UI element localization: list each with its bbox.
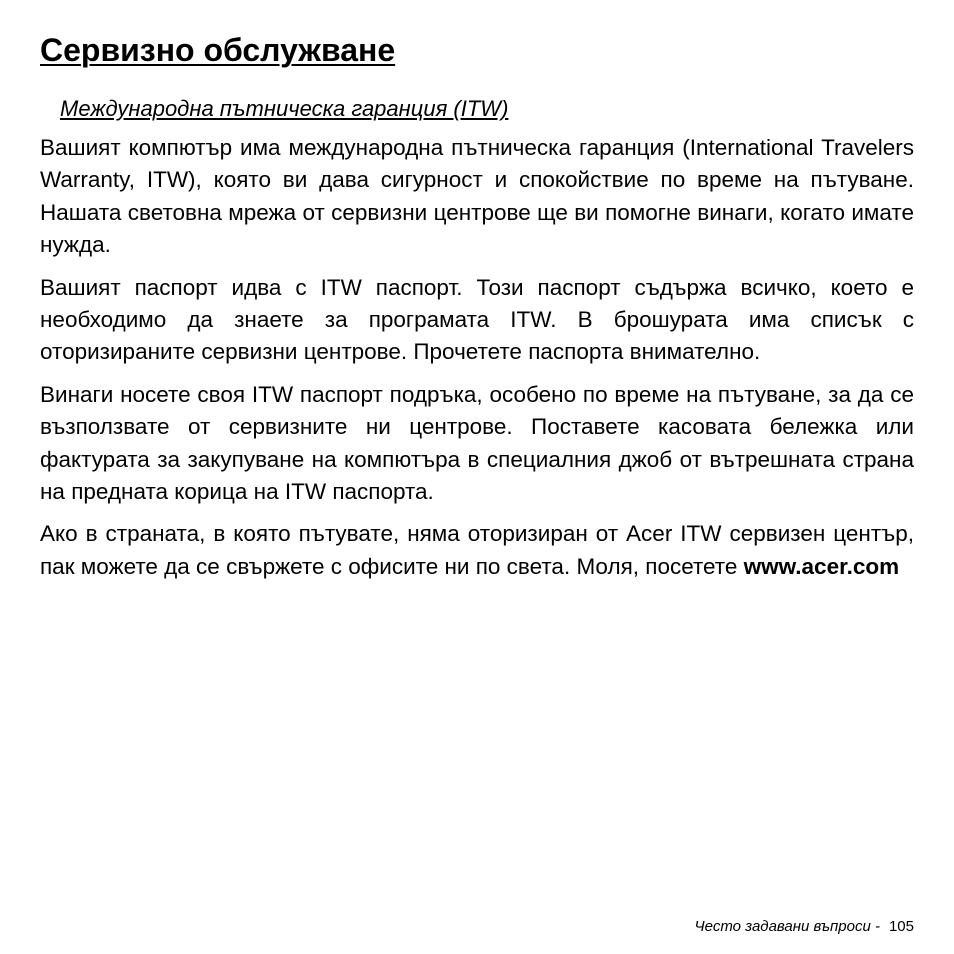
paragraph-itw-contact [40, 518, 914, 583]
page-footer [695, 917, 914, 937]
footer-section-name: Често задавани въпроси - [694, 918, 880, 935]
paragraph-itw-contact-text: Ако в страната, в която пътувате, няма оторизиран от Acer ITW сервизен център, пак можете да се свържете с офисите ни по света. Моля, посетете [40, 521, 914, 579]
section-subtitle: Международна пътническа гаранция (ITW) [60, 96, 509, 121]
page-title: Сервизно обслужване [40, 32, 396, 68]
paragraph-itw-passport: Вашият паспорт идва с ITW паспорт. Този паспорт съдържа всичко, което е необходимо да знаете за програмата ITW. В брошурата има списък с оторизираните сервизни центрове. Прочетете паспорта внимателно. [40, 274, 914, 365]
paragraph-itw-carry: Винаги носете своя ITW паспорт подръка, особено по време на пътуване, за да се възползвате от сервизните ни центрове. Поставете касовата бележка или фактурата за закупуване на компютъра в специалния джоб от вътрешната страна на предната корица на ITW паспорта. [40, 381, 914, 505]
paragraph-itw-intro: Вашият компютър има международна пътническа гаранция (International Travelers Warranty, ITW), която ви дава сигурност и спокойствие по време на пътуване. Нашата световна мрежа от сервизни центрове ще ви помогне винаги, когато имате нужда. [40, 135, 914, 258]
acer-website-link[interactable]: www.acer.com [743, 553, 900, 579]
document-page [40, 0, 914, 954]
page-number: 105 [888, 918, 914, 935]
document-body [40, 132, 914, 593]
